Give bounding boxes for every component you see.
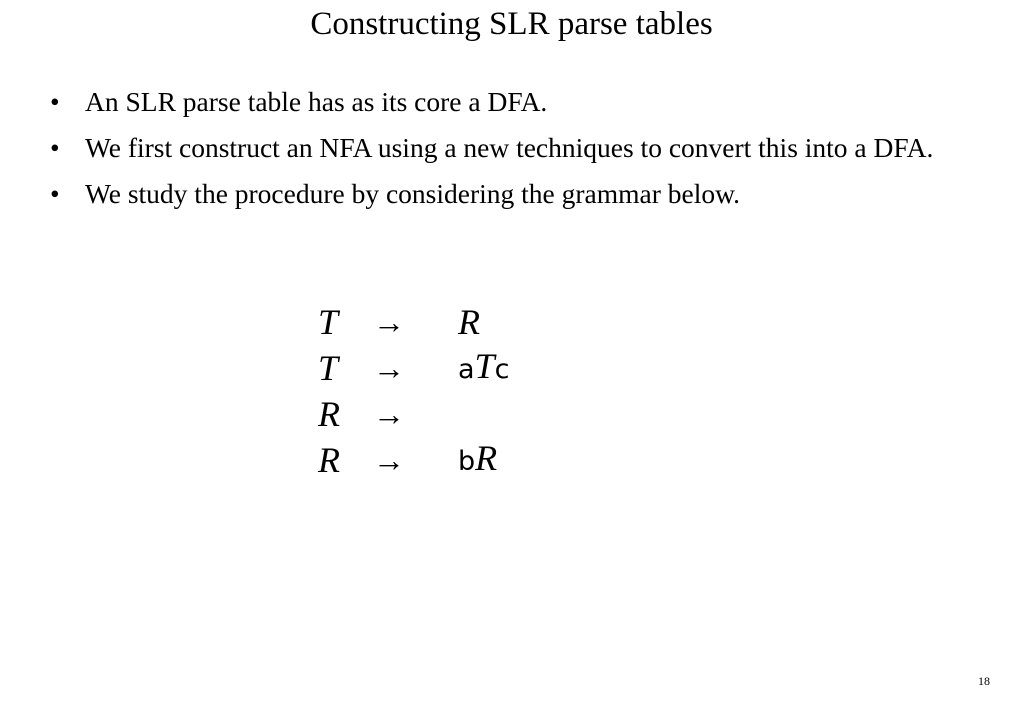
terminal-symbol: a — [458, 354, 475, 385]
rule-rhs — [458, 436, 509, 484]
grammar-rule — [318, 392, 509, 436]
bullet-item — [50, 131, 1000, 165]
rule-rhs — [458, 392, 509, 436]
rule-rhs — [458, 300, 509, 344]
rule-lhs: T — [318, 348, 339, 388]
rule-lhs: T — [318, 302, 339, 342]
grammar-rule — [318, 344, 509, 392]
bullet-text: We study the procedure by considering the grammar below. — [85, 178, 741, 209]
bullet-list — [50, 85, 1000, 223]
grammar-rule — [318, 436, 509, 484]
terminal-symbol: b — [458, 446, 476, 477]
rule-lhs: R — [318, 394, 340, 434]
rule-arrow: → — [373, 304, 405, 340]
rule-arrow: → — [373, 442, 405, 478]
page-number: 18 — [978, 674, 990, 688]
rule-arrow: → — [373, 396, 405, 432]
terminal-symbol: c — [494, 354, 510, 385]
bullet-marker: • — [50, 86, 60, 117]
grammar-rule — [318, 300, 509, 344]
rule-rhs — [458, 344, 509, 392]
rule-arrow: → — [373, 350, 405, 386]
bullet-item — [50, 177, 1000, 211]
grammar-table — [318, 300, 509, 484]
nonterminal-symbol: R — [458, 302, 480, 342]
bullet-marker: • — [50, 178, 60, 209]
bullet-text: We first construct an NFA using a new techniques to convert this into a DFA. — [85, 132, 934, 163]
bullet-marker: • — [50, 132, 60, 163]
bullet-item — [50, 85, 1000, 119]
rule-lhs: R — [318, 440, 340, 480]
nonterminal-symbol: T — [474, 346, 495, 386]
grammar-rules — [318, 300, 509, 484]
nonterminal-symbol: R — [475, 438, 498, 478]
slide-title: Constructing SLR parse tables — [310, 6, 713, 42]
bullet-text: An SLR parse table has as its core a DFA. — [85, 86, 548, 117]
